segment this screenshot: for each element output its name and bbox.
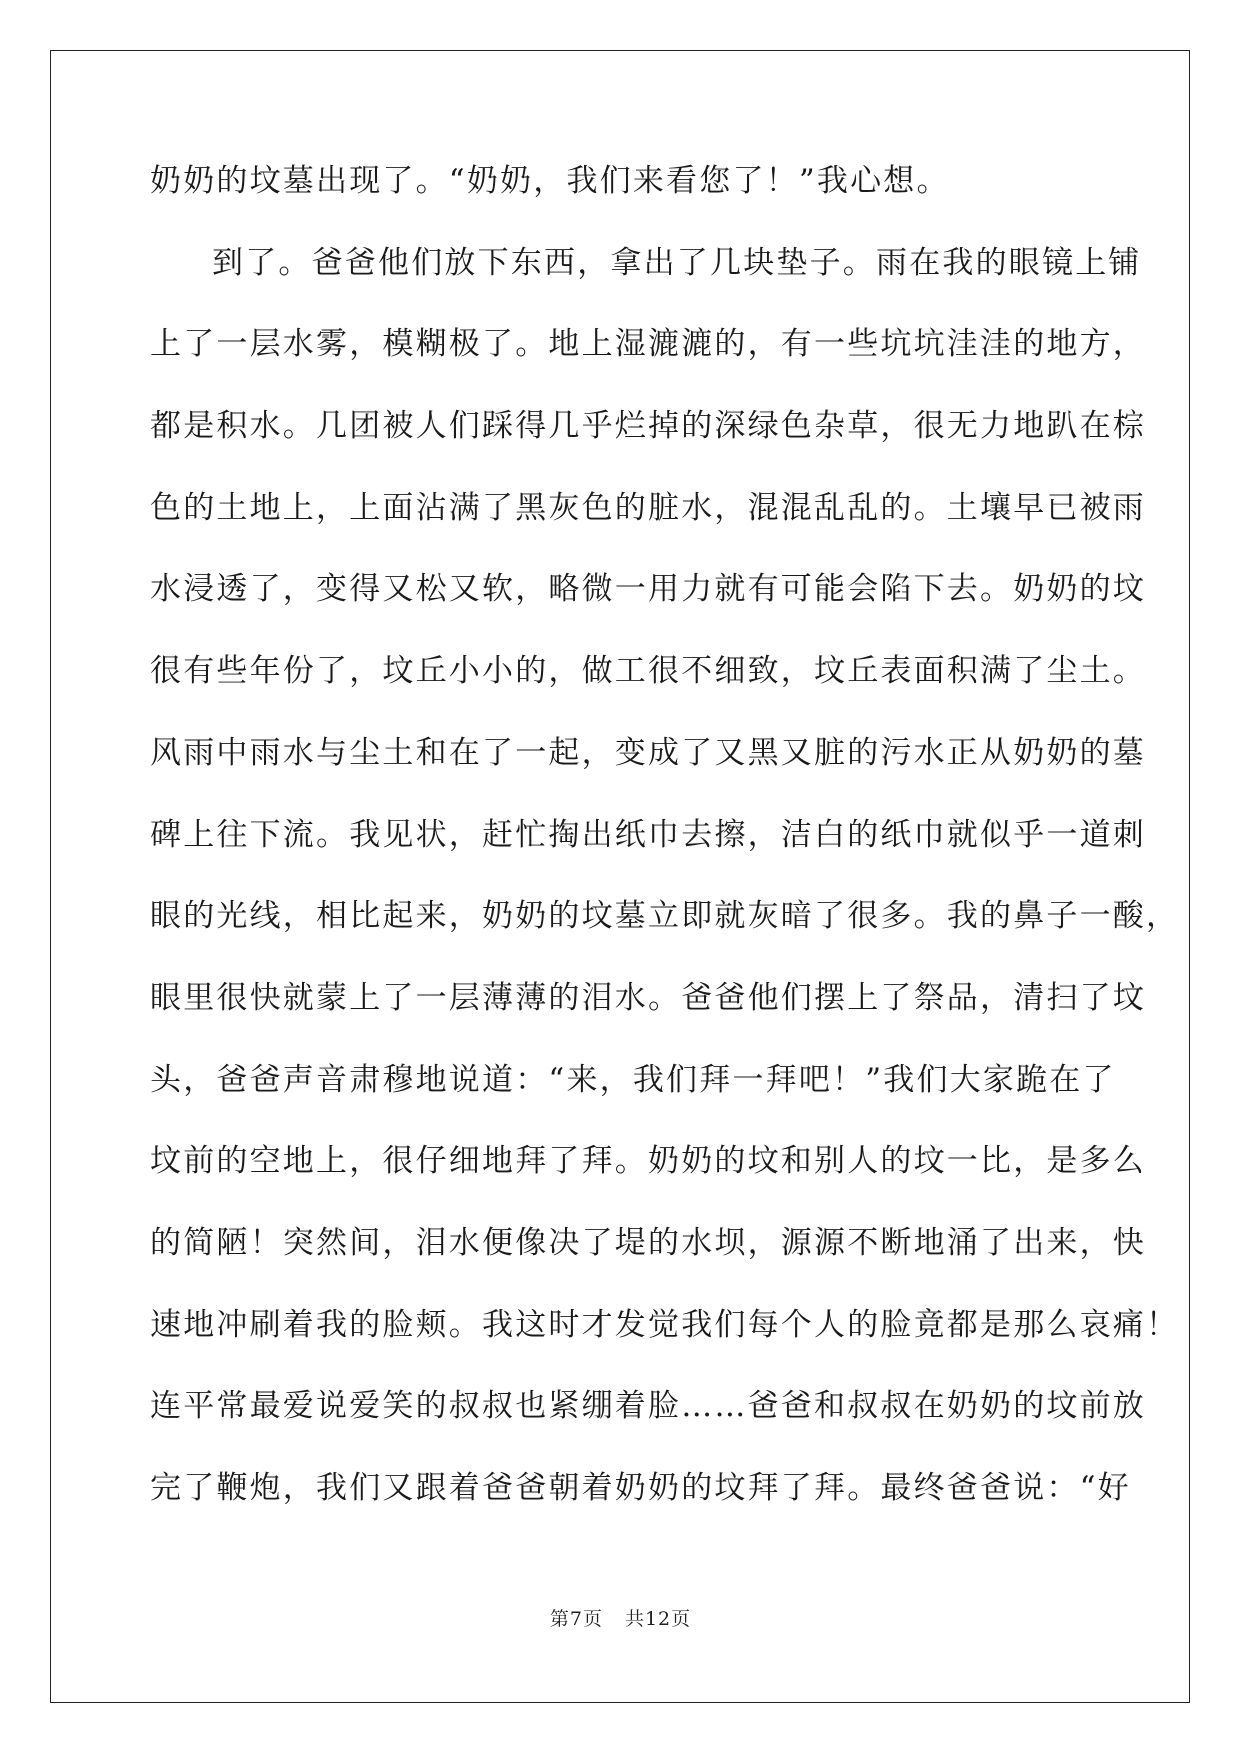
text-line: 上了一层水雾，模糊极了。地上湿漉漉的，有一些坑坑洼洼的地方， (150, 326, 1146, 363)
text-line: 完了鞭炮，我们又跟着爸爸朝着奶奶的坟拜了拜。最终爸爸说：“好 (150, 1470, 1131, 1506)
body-text (150, 156, 1180, 1545)
text-line: 眼里很快就蒙上了一层薄薄的泪水。爸爸他们摆上了祭品，清扫了坟 (150, 979, 1146, 1016)
text-line: 奶奶的坟墓出现了。“奶奶，我们来看您了！”我心想。 (150, 163, 950, 199)
page-footer (0, 1607, 1241, 1631)
page-number: 第7页 (549, 1608, 603, 1630)
text-line: 色的土地上，上面沾满了黑灰色的脏水，混混乱乱的。土壤早已被雨 (150, 489, 1146, 526)
text-line: 到了。爸爸他们放下东西，拿出了几块垫子。雨在我的眼镜上铺 (212, 244, 1142, 281)
text-line: 很有些年份了，坟丘小小的，做工很不细致，坟丘表面积满了尘土。 (150, 653, 1146, 690)
text-line: 风雨中雨水与尘土和在了一起，变成了又黑又脏的污水正从奶奶的墓 (150, 734, 1146, 771)
page-total: 共12页 (624, 1608, 692, 1630)
text-line: 眼的光线，相比起来，奶奶的坟墓立即就灰暗了很多。我的鼻子一酸， (150, 898, 1180, 935)
text-line: 连平常最爱说爱笑的叔叔也紧绷着脸……爸爸和叔叔在奶奶的坟前放 (150, 1388, 1146, 1425)
text-line: 都是积水。几团被人们踩得几乎烂掉的深绿色杂草，很无力地趴在棕 (150, 408, 1146, 445)
text-line: 速地冲刷着我的脸颊。我这时才发觉我们每个人的脸竟都是那么哀痛！ (150, 1306, 1180, 1343)
text-line: 头，爸爸声音肃穆地说道：“来，我们拜一拜吧！”我们大家跪在了 (150, 1061, 1116, 1098)
text-line: 的简陋！突然间，泪水便像决了堤的水坝，源源不断地涌了出来，快 (150, 1224, 1146, 1261)
text-line: 坟前的空地上，很仔细地拜了拜。奶奶的坟和别人的坟一比，是多么 (150, 1143, 1146, 1180)
text-line: 碑上往下流。我见状，赶忙掏出纸巾去擦，洁白的纸巾就似乎一道刺 (150, 816, 1146, 853)
text-line: 水浸透了，变得又松又软，略微一用力就有可能会陷下去。奶奶的坟 (150, 571, 1146, 608)
